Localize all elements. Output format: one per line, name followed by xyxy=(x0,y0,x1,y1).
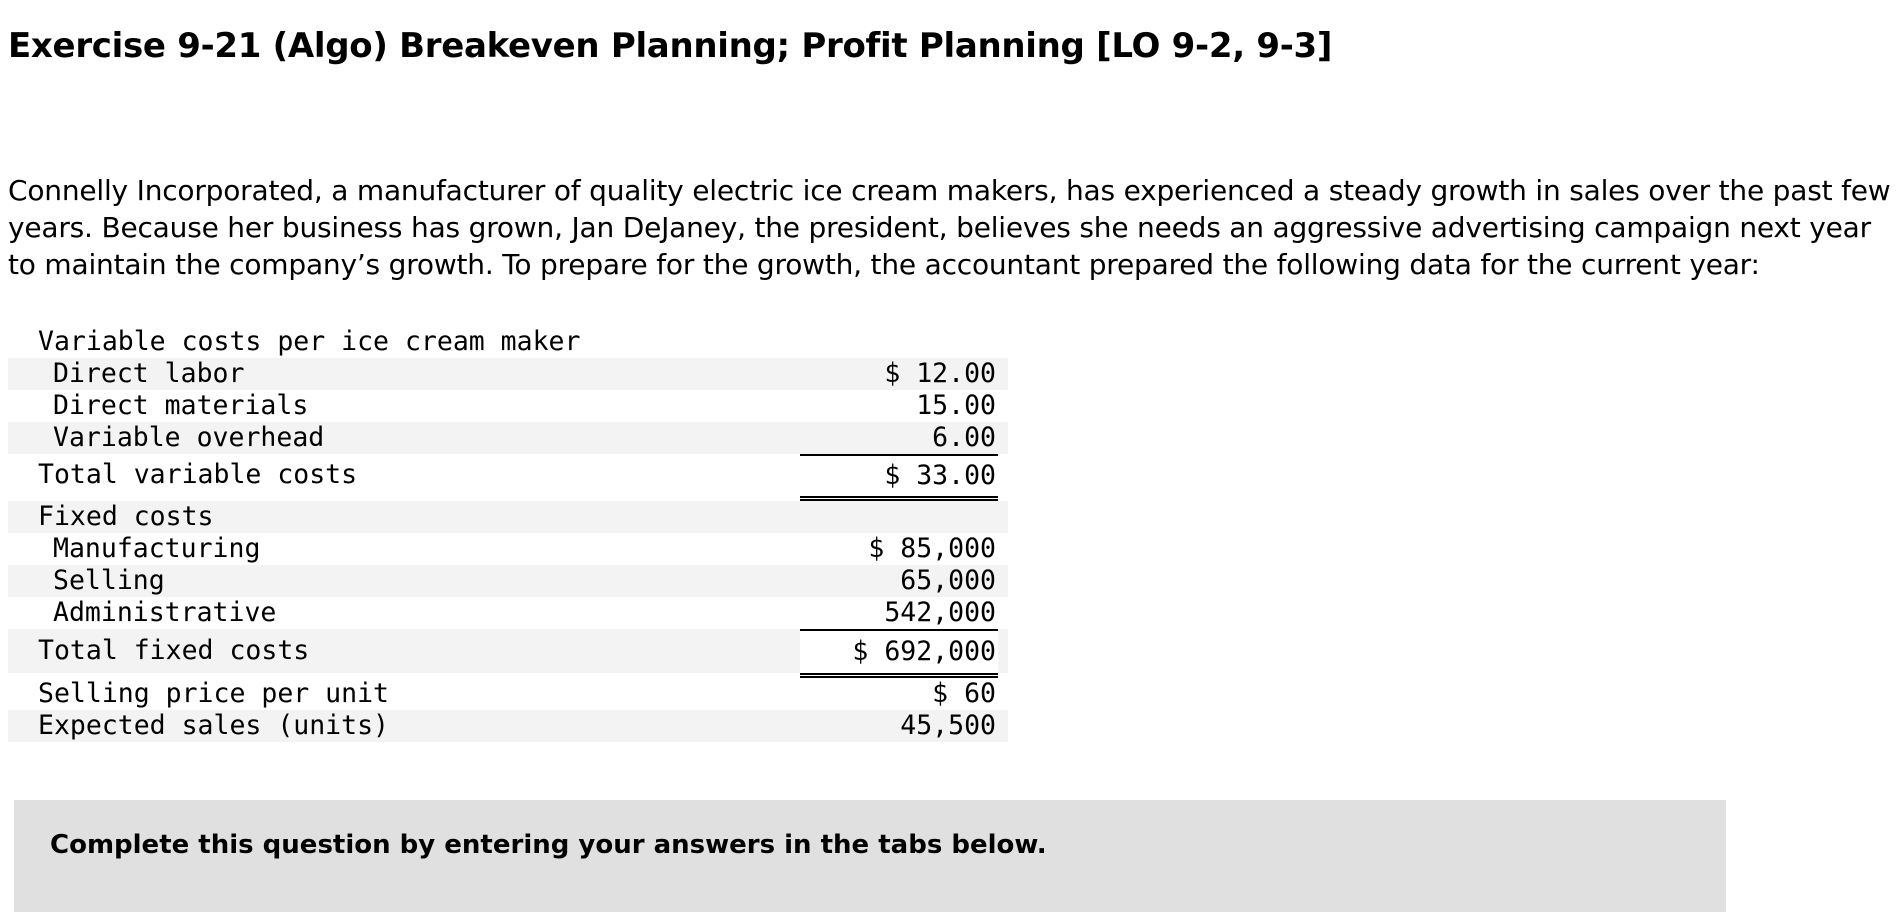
selling-price-amount: $ 60 xyxy=(932,678,996,709)
manufacturing-amount: $ 85,000 xyxy=(868,533,996,564)
total-variable-costs-label: Total variable costs xyxy=(38,459,358,490)
direct-materials-amount: 15.00 xyxy=(916,390,996,421)
expected-sales-label: Expected sales (units) xyxy=(38,710,389,741)
table-row xyxy=(8,390,1008,422)
table-row xyxy=(8,454,1008,496)
expected-sales-amount: 45,500 xyxy=(900,710,996,741)
table-row xyxy=(8,565,1008,597)
table-row xyxy=(8,629,1008,673)
instruction-banner xyxy=(14,800,1726,912)
cost-data-table xyxy=(8,326,1008,742)
variable-costs-header: Variable costs per ice cream maker xyxy=(38,326,581,357)
administrative-amount: 542,000 xyxy=(884,597,996,628)
manufacturing-label: Manufacturing xyxy=(53,533,261,564)
problem-description: Connelly Incorporated, a manufacturer of quality electric ice cream makers, has experienced a steady growth in sales over the past few years. Because her business has grown, Jan DeJaney, the president, believes she needs an aggressive advertising campaign next year to maintain the company’s growth. To prepare for the growth, the accountant prepared the following data for the current year: xyxy=(8,174,1891,281)
table-row xyxy=(8,501,1008,533)
instruction-text: Complete this question by entering your answers in the tabs below. xyxy=(50,830,1047,860)
fixed-costs-header: Fixed costs xyxy=(38,501,214,532)
direct-labor-label: Direct labor xyxy=(53,358,245,389)
table-row xyxy=(8,326,1008,358)
total-fixed-costs-amount: $ 692,000 xyxy=(800,629,998,678)
direct-labor-amount: $ 12.00 xyxy=(884,358,996,389)
total-fixed-costs-label: Total fixed costs xyxy=(38,635,310,666)
table-row xyxy=(8,710,1008,742)
table-row xyxy=(8,597,1008,629)
exercise-title: Exercise 9-21 (Algo) Breakeven Planning; Profit Planning [LO 9-2, 9-3] xyxy=(8,26,1333,66)
variable-overhead-label: Variable overhead xyxy=(53,422,325,453)
direct-materials-label: Direct materials xyxy=(53,390,309,421)
table-row xyxy=(8,422,1008,454)
table-row xyxy=(8,533,1008,565)
selling-label: Selling xyxy=(53,565,165,596)
table-row xyxy=(8,358,1008,390)
selling-price-label: Selling price per unit xyxy=(38,678,389,709)
table-row xyxy=(8,678,1008,710)
administrative-label: Administrative xyxy=(53,597,277,628)
variable-overhead-amount: 6.00 xyxy=(932,422,996,453)
total-variable-costs-amount: $ 33.00 xyxy=(800,454,998,501)
selling-amount: 65,000 xyxy=(900,565,996,596)
